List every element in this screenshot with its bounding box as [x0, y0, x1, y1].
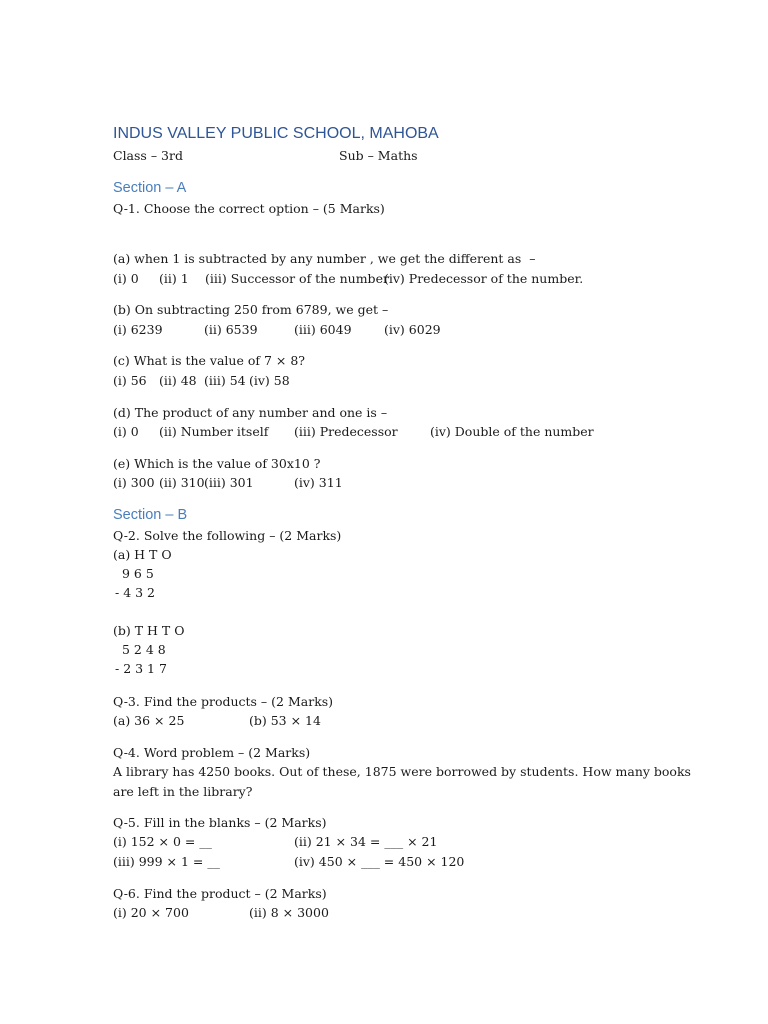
q1a-question: (a) when 1 is subtracted by any number , we get the different as –	[113, 251, 536, 266]
q1c-option-1: (i) 56	[113, 373, 147, 388]
q1d-option-3: (iii) Predecessor	[294, 424, 398, 439]
q1c-option-2: (ii) 48	[159, 373, 197, 388]
q1c-option-3: (iii) 54	[204, 373, 246, 388]
q4-title: Q-4. Word problem – (2 Marks)	[113, 745, 311, 760]
q2b-row-1: 5 2 4 8	[122, 642, 166, 657]
q5-item-iv: (iv) 450 × ___ = 450 × 120	[294, 854, 465, 869]
q1b-option-3: (iii) 6049	[294, 322, 352, 337]
school-title: INDUS VALLEY PUBLIC SCHOOL, MAHOBA	[113, 125, 439, 142]
class-label: Class – 3rd	[113, 148, 183, 163]
q5-item-ii: (ii) 21 × 34 = ___ × 21	[294, 834, 438, 849]
q1e-option-1: (i) 300	[113, 475, 155, 490]
q1e-option-2: (ii) 310	[159, 475, 205, 490]
section-a-heading: Section – A	[113, 180, 187, 196]
section-b-heading: Section – B	[113, 507, 188, 523]
q1e-question: (e) Which is the value of 30x10 ?	[113, 456, 321, 471]
q6-title: Q-6. Find the product – (2 Marks)	[113, 886, 327, 901]
q4-line-2: are left in the library?	[113, 784, 253, 799]
q2a-row-2: - 4 3 2	[115, 585, 156, 600]
q2b-row-2: - 2 3 1 7	[115, 661, 167, 676]
q1b-option-1: (i) 6239	[113, 322, 163, 337]
q2a-row-1: 9 6 5	[122, 566, 154, 581]
q5-title: Q-5. Fill in the blanks – (2 Marks)	[113, 815, 327, 830]
subject-label: Sub – Maths	[339, 148, 418, 163]
q1a-option-4: (iv) Predecessor of the number.	[384, 271, 584, 286]
q1a-option-3: (iii) Successor of the number	[205, 271, 389, 286]
q2b-header: (b) T H T O	[113, 623, 185, 638]
q2a-header: (a) H T O	[113, 547, 172, 562]
q1a-option-2: (ii) 1	[159, 271, 189, 286]
q1a-option-1: (i) 0	[113, 271, 139, 286]
q1d-option-4: (iv) Double of the number	[430, 424, 594, 439]
q5-item-i: (i) 152 × 0 = __	[113, 834, 212, 849]
q2-title: Q-2. Solve the following – (2 Marks)	[113, 528, 342, 543]
q5-item-iii: (iii) 999 × 1 = __	[113, 854, 220, 869]
q6-item-ii: (ii) 8 × 3000	[249, 905, 329, 920]
q1d-option-1: (i) 0	[113, 424, 139, 439]
q6-item-i: (i) 20 × 700	[113, 905, 189, 920]
q4-line-1: A library has 4250 books. Out of these, 1875 were borrowed by students. How many books	[113, 764, 691, 779]
q3-title: Q-3. Find the products – (2 Marks)	[113, 694, 334, 709]
q1d-question: (d) The product of any number and one is –	[113, 405, 388, 420]
q1b-option-2: (ii) 6539	[204, 322, 258, 337]
q1b-question: (b) On subtracting 250 from 6789, we get –	[113, 302, 389, 317]
q1e-option-4: (iv) 311	[294, 475, 343, 490]
q1b-option-4: (iv) 6029	[384, 322, 441, 337]
q1d-option-2: (ii) Number itself	[159, 424, 269, 439]
q3-part-b: (b) 53 × 14	[249, 713, 321, 728]
q3-part-a: (a) 36 × 25	[113, 713, 185, 728]
q1-title: Q-1. Choose the correct option – (5 Marks)	[113, 201, 385, 216]
q1c-option-4: (iv) 58	[249, 373, 290, 388]
q1e-option-3: (iii) 301	[204, 475, 254, 490]
q1c-question: (c) What is the value of 7 × 8?	[113, 353, 305, 368]
